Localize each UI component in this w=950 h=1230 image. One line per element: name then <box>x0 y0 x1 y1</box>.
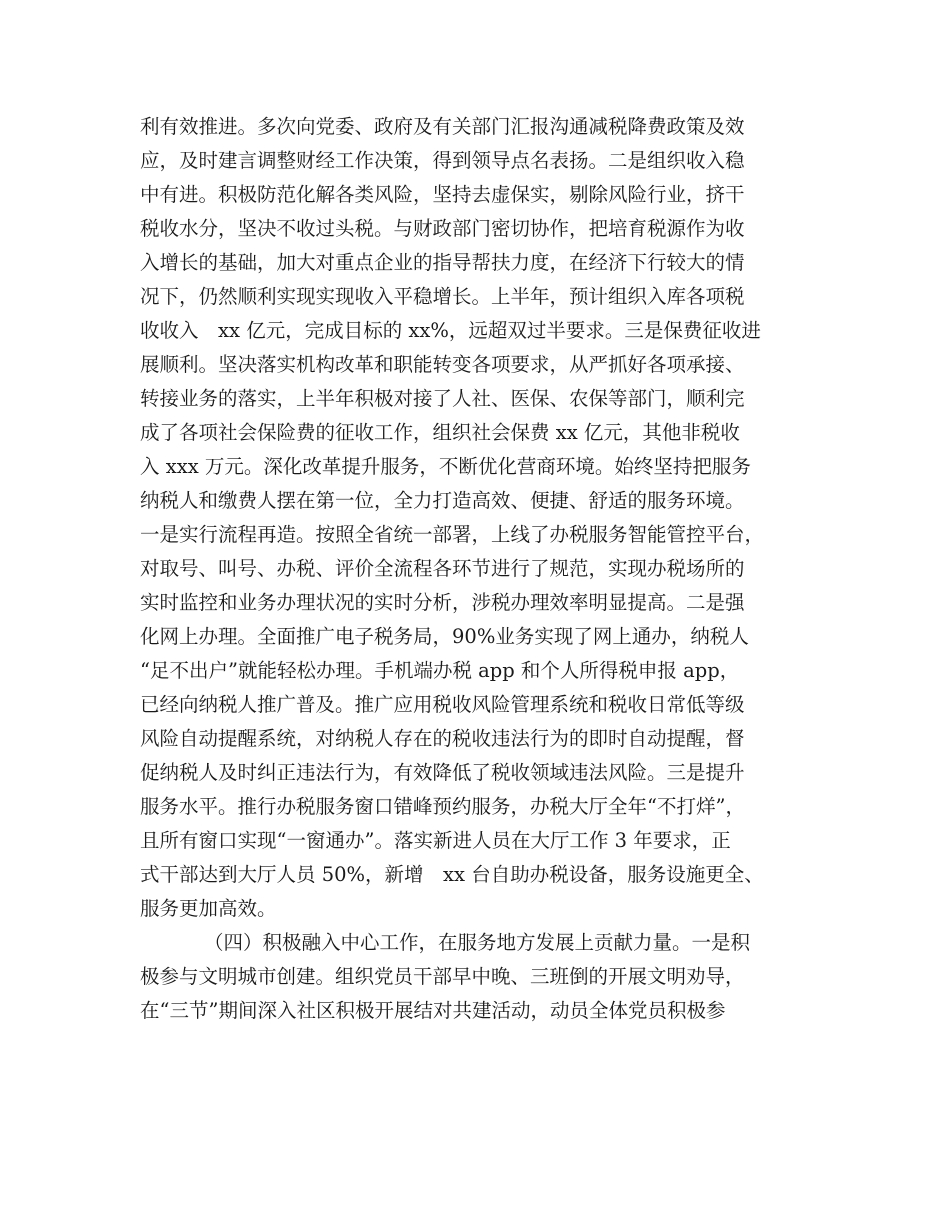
text-line: 中有进。积极防范化解各类风险，坚持去虚保实，剔除风险行业，挤干 <box>140 183 745 206</box>
text-line: 且所有窗口实现“一窗通办”。落实新进人员在大厅工作 3 年要求，正 <box>140 829 731 852</box>
text-line: 极参与文明城市创建。组织党员干部早中晚、三班倒的开展文明劝导， <box>140 965 745 988</box>
text-line: 税收水分，坚决不收过头税。与财政部门密切协作，把培育税源作为收 <box>140 217 745 240</box>
text-line: 入 xxx 万元。深化改革提升服务，不断优化营商环境。始终坚持把服务 <box>140 455 751 478</box>
text-line: 展顺利。坚决落实机构改革和职能转变各项要求，从严抓好各项承接、 <box>140 353 745 376</box>
text-line: 收收入 xx 亿元，完成目标的 xx%，远超双过半要求。三是保费征收进 <box>140 319 761 342</box>
text-line: 服务更加高效。 <box>140 897 277 920</box>
text-line: 服务水平。推行办税服务窗口错峰预约服务，办税大厅全年“不打烊”， <box>140 795 745 818</box>
body-text <box>140 110 830 1028</box>
text-line: 转接业务的落实，上半年积极对接了人社、医保、农保等部门，顺利完 <box>140 387 745 410</box>
text-line: 促纳税人及时纠正违法行为，有效降低了税收领域违法风险。三是提升 <box>140 761 745 784</box>
text-line: 式干部达到大厅人员 50%，新增 xx 台自助办税设备，服务设施更全、 <box>140 863 764 886</box>
text-line: 应，及时建言调整财经工作决策，得到领导点名表扬。二是组织收入稳 <box>140 149 745 172</box>
section-heading-line: （四）积极融入中心工作，在服务地方发展上贡献力量。一是积 <box>204 931 751 954</box>
text-line: 在“三节”期间深入社区积极开展结对共建活动，动员全体党员积极参 <box>140 999 726 1022</box>
text-line: 已经向纳税人推广普及。推广应用税收风险管理系统和税收日常低等级 <box>140 693 745 716</box>
text-line: 成了各项社会保险费的征收工作，组织社会保费 xx 亿元，其他非税收 <box>140 421 740 444</box>
text-line: 入增长的基础，加大对重点企业的指导帮扶力度，在经济下行较大的情 <box>140 251 745 274</box>
text-line: 实时监控和业务办理状况的实时分析，涉税办理效率明显提高。二是强 <box>140 591 745 614</box>
text-line: 对取号、叫号、办税、评价全流程各环节进行了规范，实现办税场所的 <box>140 557 745 580</box>
text-line: 风险自动提醒系统，对纳税人存在的税收违法行为的即时自动提醒，督 <box>140 727 745 750</box>
text-line: 化网上办理。全面推广电子税务局，90%业务实现了网上通办，纳税人 <box>140 625 749 648</box>
text-line: 况下，仍然顺利实现实现收入平稳增长。上半年，预计组织入库各项税 <box>140 285 745 308</box>
text-line: 一是实行流程再造。按照全省统一部署，上线了办税服务智能管控平台， <box>140 523 765 546</box>
text-line: “足不出户”就能轻松办理。手机端办税 app 和个人所得税申报 app， <box>140 659 740 682</box>
text-line: 纳税人和缴费人摆在第一位，全力打造高效、便捷、舒适的服务环境。 <box>140 489 745 512</box>
text-line: 利有效推进。多次向党委、政府及有关部门汇报沟通减税降费政策及效 <box>140 115 745 138</box>
